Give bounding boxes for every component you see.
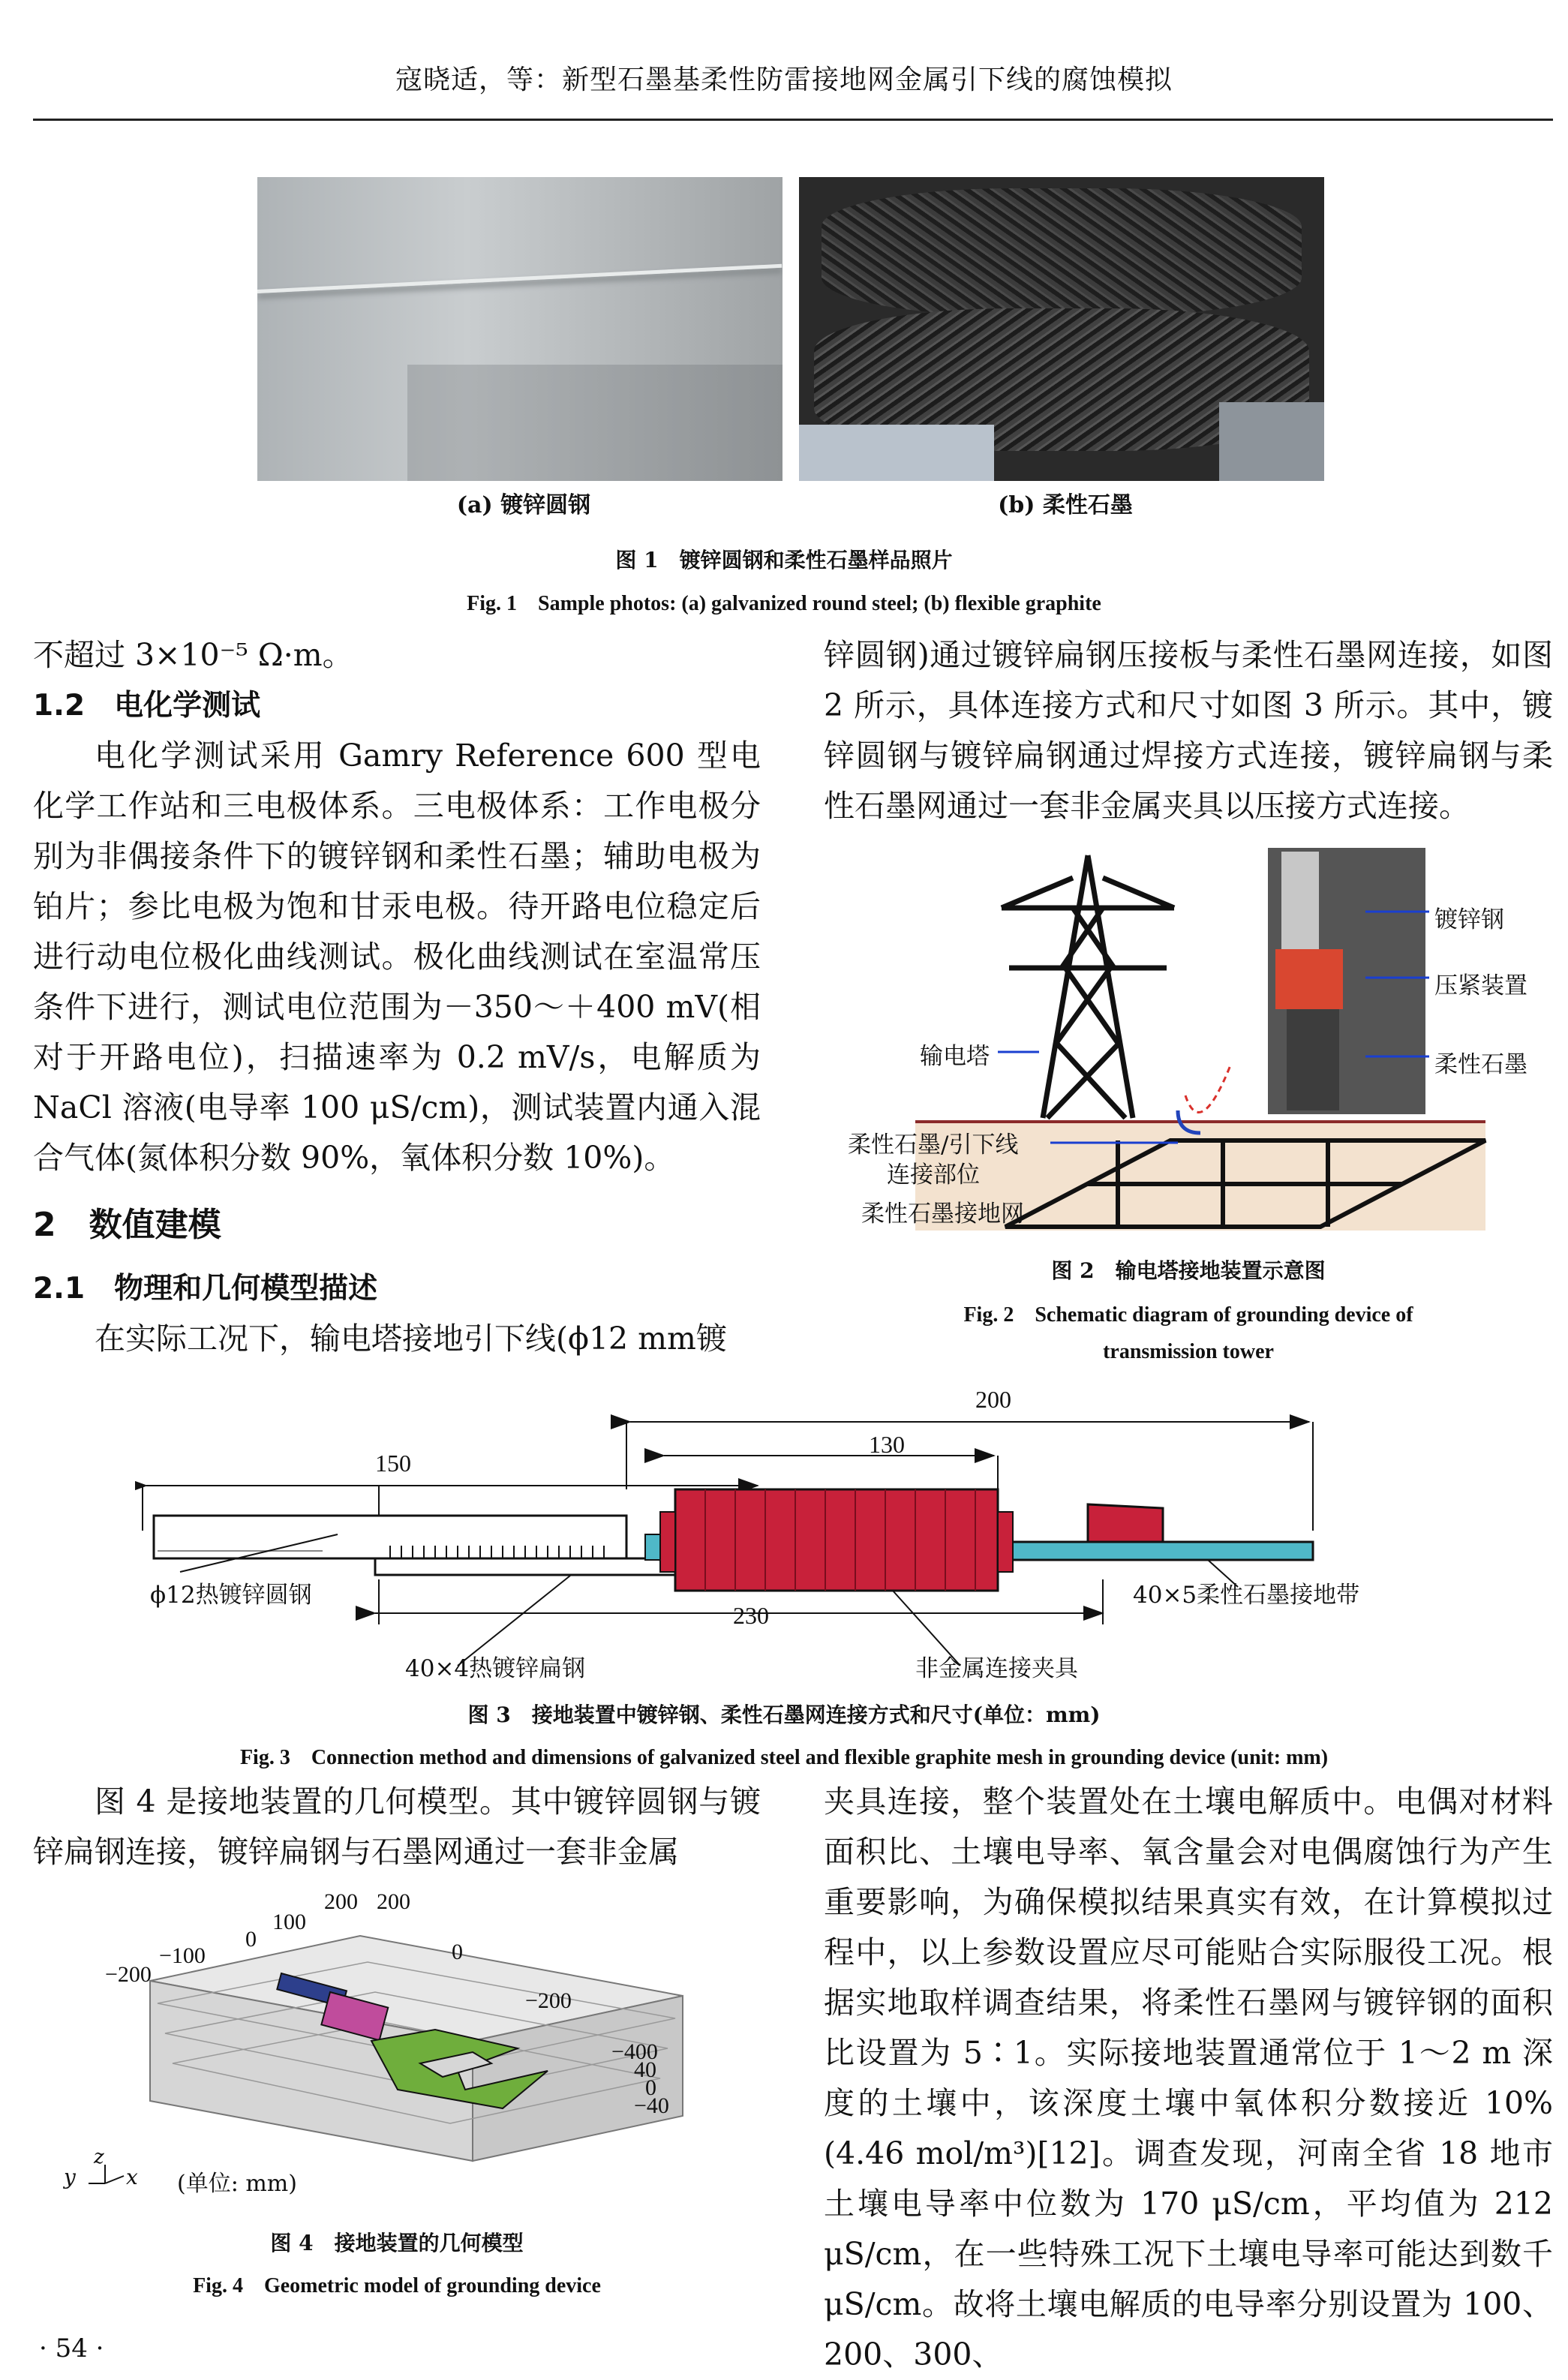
fig4-tick: 0 bbox=[245, 1927, 257, 1952]
fig3-dim-130: 130 bbox=[869, 1431, 905, 1458]
fig3-dim-150: 150 bbox=[375, 1450, 411, 1477]
paragraph-geometric-model: 图 4 是接地装置的几何模型。其中镀锌圆钢与镀锌扁钢连接，镀锌扁钢与石墨网通过一套非金属 bbox=[33, 1783, 761, 1870]
graphite-sample bbox=[1287, 1009, 1339, 1110]
fig3-label-graphite-strip: 40×5柔性石墨接地带 bbox=[1133, 1582, 1360, 1609]
fig4-tick: −200 bbox=[105, 1962, 152, 1987]
right-column-1 bbox=[824, 630, 1553, 831]
fig2-title-en-1: Fig. 2 Schematic diagram of grounding device of bbox=[963, 1303, 1413, 1327]
left-column-2 bbox=[33, 1777, 761, 1877]
fig4-tick: 0 bbox=[452, 1940, 463, 1964]
fig2-label-tower: 输电塔 bbox=[920, 1043, 990, 1070]
fig2-label-grid: 柔性石墨接地网 bbox=[861, 1201, 1024, 1228]
page-number: · 54 · bbox=[39, 2333, 104, 2363]
fig3-title-en: Fig. 3 Connection method and dimensions of galvanized steel and flexible graphite mesh in grounding device (unit: mm) bbox=[239, 1746, 1329, 1769]
section-heading-2-1: 2.1 物理和几何模型描述 bbox=[33, 1272, 378, 1306]
section-heading-2: 2 数值建模 bbox=[33, 1206, 221, 1244]
fig3-title-cn: 图 3 接地装置中镀锌钢、柔性石墨网连接方式和尺寸(单位：mm) bbox=[467, 1702, 1101, 1727]
fig3-dim-230: 230 bbox=[733, 1602, 769, 1629]
fig4-tick: 200 bbox=[324, 1889, 358, 1914]
running-header: 寇晓适，等：新型石墨基柔性防雷接地网金属引下线的腐蚀模拟 bbox=[395, 65, 1173, 95]
fig4-axis-z: z bbox=[94, 2146, 104, 2168]
fig4-title-cn: 图 4 接地装置的几何模型 bbox=[270, 2231, 524, 2255]
fig1-photo-flexible-graphite bbox=[799, 177, 1324, 481]
fig3-label-flat-steel: 40×4热镀锌扁钢 bbox=[405, 1655, 586, 1682]
fig4-tick: −40 bbox=[634, 2093, 669, 2118]
galv-steel-sample bbox=[1281, 852, 1319, 949]
fig2-label-joint-2: 连接部位 bbox=[887, 1161, 980, 1188]
fig3-dim-200: 200 bbox=[975, 1386, 1011, 1413]
fig4-unit: (单位: mm) bbox=[177, 2171, 297, 2197]
graphite-bundle bbox=[1088, 1504, 1163, 1542]
fig4-geometric-model bbox=[83, 1891, 698, 2213]
tower-icon bbox=[1002, 855, 1174, 1118]
paragraph-parameters: 夹具连接，整个装置处在土壤电解质中。电偶对材料面积比、土壤电导率、氧含量会对电偶腐蚀行为产生重要影响，为确保模拟结果真实有效，在计算模拟过程中，以上参数设置应尽可能贴合实际服役工况。根据实地取样调查结果，将柔性石墨网与镀锌钢的面积比设置为 5∶1。实际接地装置通常位于 1～2 m 深度的土壤中，该深度土壤中氧体积分数接近 10% (4.46 mol/m³)[12]。调查发现，河南全省 18 地市土壤电导率中位数为 170 μS/cm，平均值为 212 μS/cm，在一些特殊工况下土壤电导率可能达到数千 μS/cm。故将土壤电解质的电导率分别设置为 100、200、300、 bbox=[824, 1783, 1553, 2372]
paragraph-physical-model: 在实际工况下，输电塔接地引下线(ϕ12 mm镀 bbox=[95, 1321, 727, 1357]
left-column-1 bbox=[33, 630, 761, 1364]
fig3-label-round-steel: ϕ12热镀锌圆钢 bbox=[150, 1582, 312, 1609]
paragraph-connection: 锌圆钢)通过镀锌扁钢压接板与柔性石墨网连接，如图 2 所示，具体连接方式和尺寸如图 3 所示。其中，镀锌圆钢与镀锌扁钢通过焊接方式连接，镀锌扁钢与柔性石墨网通过一套非金属夹具以压接方式连接。 bbox=[824, 637, 1553, 824]
fig1-caption-a: (a) 镀锌圆钢 bbox=[456, 492, 591, 518]
fig2-label-galv-steel: 镀锌钢 bbox=[1434, 906, 1504, 933]
connection-arrow bbox=[1185, 1065, 1230, 1113]
fig1-title-cn: 图 1 镀锌圆钢和柔性石墨样品照片 bbox=[615, 548, 953, 572]
fig1-title-en: Fig. 1 Sample photos: (a) galvanized round steel; (b) flexible graphite bbox=[467, 592, 1101, 615]
fig4-axis-x: x bbox=[126, 2165, 138, 2189]
fig4-tick: 100 bbox=[272, 1910, 306, 1934]
section-heading-1-2: 1.2 电化学测试 bbox=[33, 689, 261, 723]
fig4-tick: −400 bbox=[611, 2039, 658, 2064]
fig4-tick: 0 bbox=[645, 2075, 656, 2100]
fig3-label-clamp: 非金属连接夹具 bbox=[915, 1655, 1078, 1682]
fig1-photo-galvanized-steel bbox=[257, 177, 782, 481]
fig4-title-en: Fig. 4 Geometric model of grounding device bbox=[193, 2274, 601, 2297]
fig2-label-joint-1: 柔性石墨/引下线 bbox=[848, 1131, 1019, 1158]
fig3-connection-drawing bbox=[135, 1384, 1380, 1692]
fig4-tick: 40 bbox=[634, 2057, 656, 2082]
fig4-axis-y: y bbox=[64, 2165, 76, 2189]
paragraph-electrochem: 电化学测试采用 Gamry Reference 600 型电化学工作站和三电极体系。三电极体系：工作电极分别为非偶接条件下的镀锌钢和柔性石墨；辅助电极为铂片；参比电极为饱和甘汞电极。待开路电位稳定后进行动电位极化曲线测试。极化曲线测试在室温常压条件下进行，测试电位范围为－350～＋400 mV(相对于开路电位)，扫描速率为 0.2 mV/s，电解质为 NaCl 溶液(电导率 100 μS/cm)，测试装置内通入混合气体(氮体积分数 90%，氧体积分数 10%)。 bbox=[33, 738, 761, 1176]
fig1-caption-b: (b) 柔性石墨 bbox=[998, 492, 1133, 518]
clamp-sample bbox=[1275, 949, 1343, 1009]
fig4-tick: 200 bbox=[377, 1889, 410, 1914]
text-line: 不超过 3×10⁻⁵ Ω·m。 bbox=[33, 637, 353, 673]
fig2-label-clamp: 压紧装置 bbox=[1434, 972, 1527, 999]
fig4-tick: −200 bbox=[525, 1988, 572, 2013]
header-rule bbox=[33, 119, 1553, 121]
fig4-tick: −100 bbox=[159, 1943, 206, 1968]
fig2-title-cn: 图 2 输电塔接地装置示意图 bbox=[1051, 1258, 1326, 1283]
nonmetal-clamp bbox=[675, 1489, 998, 1591]
fig2-label-graphite: 柔性石墨 bbox=[1434, 1051, 1527, 1078]
fig2-title-en-2: transmission tower bbox=[1103, 1340, 1274, 1363]
right-column-2 bbox=[824, 1777, 1553, 2380]
